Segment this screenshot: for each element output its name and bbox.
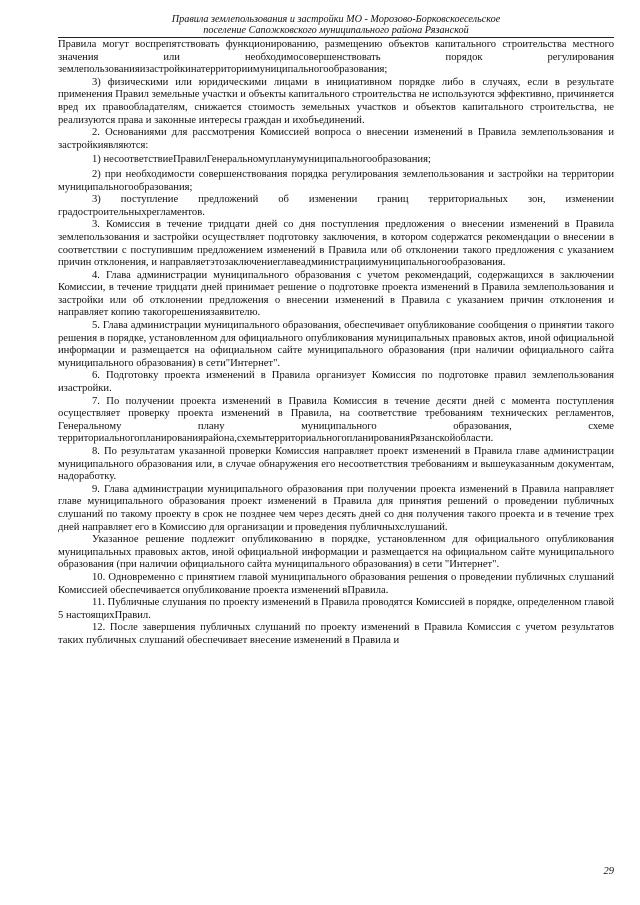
paragraph: 4. Глава администрации муниципального образования с учетом рекомендаций, содержащихся в заключении Комиссии, в течение тридцати дней принимает решение о подготовке проекта изменений в Правила землепользования и застройки или об отклонении предложения о внесении изменений в Правила с указанием причин отклонения и направляет копию такогорешениязаявителю. xyxy=(58,269,614,319)
header-line-1: Правила землепользования и застройки МО - Морозово-Борковскоесельское xyxy=(171,14,501,25)
document-body xyxy=(58,39,614,648)
paragraph: 5. Глава администрации муниципального образования, обеспечивает опубликование сообщения о принятии такого решения в порядке, установленном для официального опубликования муниципальных правовых актов, иной официальной информации и размещается на официальном сайте муниципального образования (при наличии официального сайта муниципального образования) в сети"Интернет". xyxy=(58,320,614,369)
paragraph: 10. Одновременно с принятием главой муниципального образования решения о проведении публичных слушаний Комиссией обеспечивается опубликование проекта изменений вПравила. xyxy=(58,571,614,596)
paragraph: 1) несоответствиеПравилГенеральномупланумуниципальногообразования; xyxy=(92,154,431,166)
paragraph: 3) физическими или юридическими лицами в инициативном порядке либо в случаях, если в результате применения Правил земельные участки и объекты капитального строительства не используются эффективно, причиняется вред их правообладателям, снижается стоимость земельных участков и объектов капитального строительства, не реализуются права и законные интересы граждан и ихобъединений. xyxy=(58,76,614,126)
paragraph: 2) при необходимости совершенствования порядка регулирования землепользования и застройки на территории муниципальногообразования; xyxy=(58,168,614,193)
header-line-2: поселение Сапожковского муниципального района Рязанской xyxy=(203,25,469,36)
paragraph: Указанное решение подлежит опубликованию в порядке, установленном для официального опубликования муниципальных правовых актов, иной официальной информации и размещается на официальном сайте муниципального образования (при наличии официального сайта муниципального образования) в сети "Интернет". xyxy=(58,534,614,571)
paragraph: 12. После завершения публичных слушаний по проекту изменений в Правила Комиссия с учетом результатов таких публичных слушаний обеспечивает внесение изменений в Правила и xyxy=(58,622,614,646)
paragraph: 2. Основаниями для рассмотрения Комиссией вопроса о внесении изменений в Правила землепользования и застройкиявляются: xyxy=(58,127,614,151)
paragraph: 3. Комиссия в течение тридцати дней со дня поступления предложения о внесении изменений в Правила землепользования и застройки осуществляет подготовку заключения, в котором содержатся рекомендации о внесении в соответствии с поступившим предложением изменений в Правила или об отклонении такого предложения с указанием причин отклонения, и направляетэтозаключениеглавеадминистрациимуниципальногообразования. xyxy=(58,219,614,269)
paragraph: 8. По результатам указанной проверки Комиссия направляет проект изменений в Правила главе администрации муниципального образования или, в случае обнаружения его несоответствия требованиям и вышеуказанным документам, надоработку. xyxy=(58,446,614,483)
page-number: 29 xyxy=(603,866,614,877)
paragraph: 9. Глава администрации муниципального образования при получении проекта изменений в Правила направляет главе муниципального образования проект изменений в Правила для принятия решений о проведении публичных слушаний по такому проекту в срок не позднее чем через десять дней со дня получения такого проекта и в течение трех дней направляет его в Комиссию для организации и проведения публичныхслушаний. xyxy=(58,483,614,533)
paragraph: 7. По получении проекта изменений в Правила Комиссия в течение десяти дней с момента поступления осуществляет проверку проекта изменений в Правила, на соответствие требованиям технических регламентов, Генеральному плану муниципального образования, схеме территориальногопланированиярайона,схемытерриториальногопланированияРязанскойобласти. xyxy=(58,395,614,445)
paragraph: 6. Подготовку проекта изменений в Правила организует Комиссия по подготовке правил землепользования изастройки. xyxy=(58,370,614,395)
paragraph: Правила могут воспрепятствовать функционированию, размещению объектов капитального строительства местного значения или необходимосовершенствовать порядок регулирования землепользованияизастройкинатерриториимуниципальногообразования; xyxy=(58,39,614,76)
paragraph: 3) поступление предложений об изменении границ территориальных зон, изменении градостроительныхрегламентов. xyxy=(58,194,614,218)
paragraph: 11. Публичные слушания по проекту изменений в Правила проводятся Комиссией в порядке, определенном главой 5 настоящихПравил. xyxy=(58,597,614,621)
running-header xyxy=(58,14,614,38)
